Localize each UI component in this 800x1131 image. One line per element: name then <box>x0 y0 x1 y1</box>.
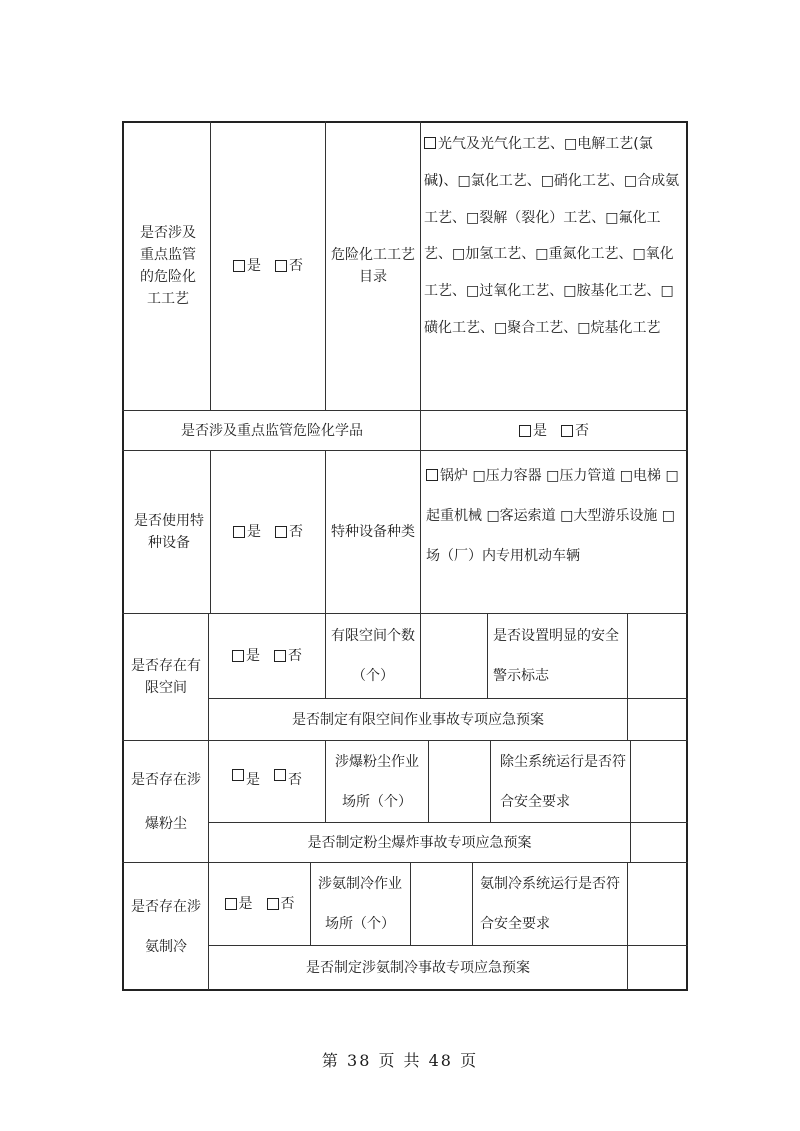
col-divider <box>472 862 473 945</box>
option-checkbox[interactable] <box>424 137 436 149</box>
col-divider <box>630 740 631 862</box>
col-divider <box>325 613 326 698</box>
option-checkbox[interactable] <box>426 469 438 481</box>
row3-col3-label: 特种设备种类 <box>331 524 415 540</box>
row1-options: 光气及光气化工艺、□电解工艺(氯碱)、□氯化工艺、□硝化工艺、□合成氨工艺、□裂解（裂化）工艺、□氟化工艺、□加氢工艺、□重氮化工艺、□氧化工艺、□过氧化工艺、□胺基化工艺、□磺化工艺、□聚合工艺、□烷基化工艺 <box>424 136 680 336</box>
col-divider <box>627 862 628 990</box>
row6-plan-label: 是否制定涉氨制冷事故专项应急预案 <box>306 960 530 976</box>
row3-yes-no: 是 否 <box>211 451 325 613</box>
row5-count-input[interactable] <box>429 741 490 822</box>
no-checkbox[interactable] <box>274 769 286 781</box>
row1-label: 是否涉及重点监管的危险化工工艺 <box>140 224 196 307</box>
row1-col3-label: 危险化工工艺目录 <box>331 246 415 285</box>
no-checkbox[interactable] <box>275 526 287 538</box>
yes-checkbox[interactable] <box>233 526 245 538</box>
page-number: 第 38 页 共 48 页 <box>321 1051 479 1070</box>
row5-sys-label: 除尘系统运行是否符合安全要求 <box>500 753 626 810</box>
row2-label: 是否涉及重点监管危险化学品 <box>181 422 363 439</box>
row4-count-label: 有限空间个数（个） <box>331 628 415 684</box>
col-divider <box>627 613 628 740</box>
row5-plan-label: 是否制定粉尘爆炸事故专项应急预案 <box>307 834 532 851</box>
yes-checkbox[interactable] <box>519 425 531 437</box>
row1-yes-no: 是 否 <box>211 121 325 410</box>
row3-options: 锅炉 □压力容器 □压力管道 □电梯 □起重机械 □客运索道 □大型游乐设施 □场（厂）内专用机动车辆 <box>426 468 679 564</box>
col-divider <box>325 121 326 410</box>
col-divider <box>310 862 311 945</box>
row4-yes-no: 是 否 <box>209 614 325 698</box>
no-checkbox[interactable] <box>274 650 286 662</box>
col-divider <box>420 121 421 410</box>
yes-checkbox[interactable] <box>232 769 244 781</box>
row6-yes-no: 是 否 <box>209 863 310 945</box>
yes-checkbox[interactable] <box>232 650 244 662</box>
row4-sign-label: 是否设置明显的安全警示标志 <box>493 628 619 684</box>
row5-count-label: 涉爆粉尘作业场所（个） <box>335 753 419 810</box>
col-divider <box>325 740 326 822</box>
row6-count-label: 涉氨制冷作业场所（个） <box>318 876 402 932</box>
col-divider <box>325 450 326 613</box>
row4-label: 是否存在有限空间 <box>131 658 201 696</box>
col-divider <box>420 450 421 613</box>
no-checkbox[interactable] <box>267 898 279 910</box>
row4-count-input[interactable] <box>421 614 487 698</box>
col-divider <box>487 613 488 698</box>
row6-count-input[interactable] <box>411 863 472 945</box>
yes-checkbox[interactable] <box>233 260 245 272</box>
no-checkbox[interactable] <box>561 425 573 437</box>
row3-label: 是否使用特种设备 <box>134 513 204 551</box>
yes-checkbox[interactable] <box>225 898 237 910</box>
row6-label: 是否存在涉氨制冷 <box>131 898 201 955</box>
row2-yes-no: 是 否 <box>421 411 687 450</box>
row6-sys-label: 氨制冷系统运行是否符合安全要求 <box>480 876 620 932</box>
col-divider <box>490 740 491 822</box>
row4-plan-label: 是否制定有限空间作业事故专项应急预案 <box>292 711 544 728</box>
row5-label: 是否存在涉爆粉尘 <box>131 771 201 832</box>
row5-yes-no: 是 否 <box>209 741 325 822</box>
no-checkbox[interactable] <box>275 260 287 272</box>
